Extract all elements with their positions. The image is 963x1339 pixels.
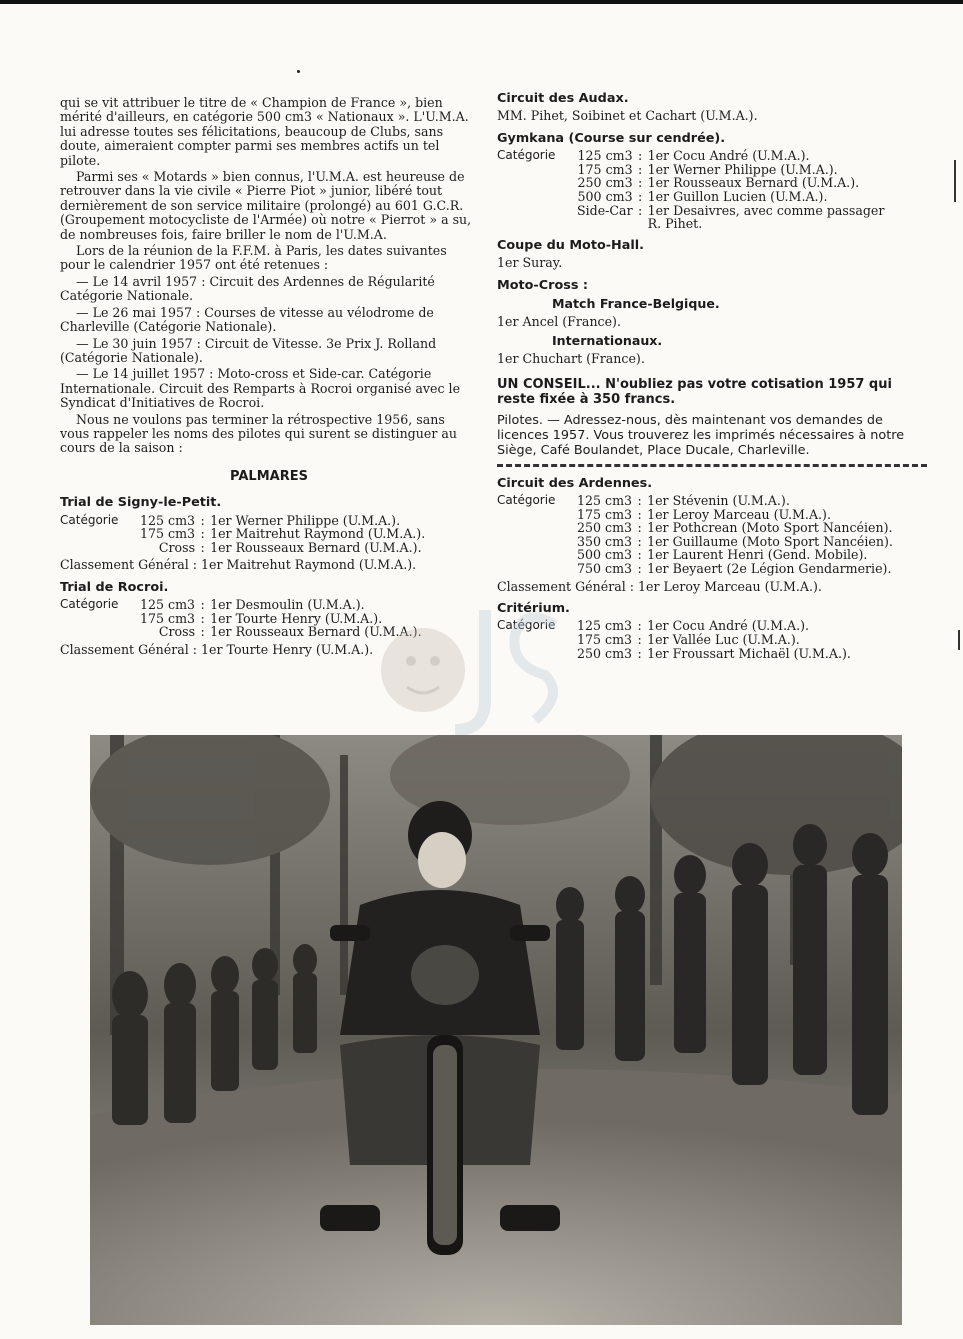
winner-name: Guillon Lucien (U.M.A.).: [673, 189, 828, 204]
palmares-heading: PALMARES: [230, 468, 308, 484]
winner-cell: [647, 535, 896, 549]
paragraph: qui se vit attribuer le titre de « Champion de France », bien mérité d'ailleurs, en catégorie 500 cm3 « Nationaux ». L'U.M.A. lui adresse toutes ses félicitations, beaucoup de Clubs, sans doute, aimeraient compter parmi ses membres actifs un tel pilote.: [60, 95, 469, 168]
category-label: [497, 190, 577, 204]
separator: :: [200, 624, 205, 640]
table-row: [497, 190, 887, 204]
ink-dot: [297, 70, 300, 73]
class-cell: 500 cm3: [577, 547, 633, 563]
winner-name: Desaivres, avec comme passager: [673, 202, 885, 218]
results-table-gymkana: [497, 149, 887, 231]
rank: 1er: [497, 255, 519, 271]
rank: 1er: [210, 539, 232, 555]
subtitle-match: Match France-Belgique.: [552, 296, 720, 311]
table-row: [497, 163, 887, 177]
winner-name: Cocu André (U.M.A.).: [673, 148, 810, 164]
category-label: [60, 541, 140, 555]
separator: :: [637, 175, 643, 191]
separator: :: [637, 618, 642, 634]
dashed-divider: [497, 464, 927, 469]
table-row: [60, 598, 425, 612]
table-row: [497, 508, 896, 522]
winner-cell: [210, 541, 428, 555]
section-title-trial-rocroi: Trial de Rocroi.: [60, 579, 169, 595]
rank: 1er: [647, 632, 669, 647]
rank: 1er: [647, 161, 670, 177]
section-title-moto-cross: Moto-Cross :: [497, 277, 589, 293]
winner-cell: [647, 508, 896, 522]
winner-name: Werner Philippe (U.M.A.).: [235, 512, 401, 528]
class-cell: 500 cm3: [577, 189, 633, 204]
table-row: [497, 149, 887, 163]
class-cell: 125 cm3: [577, 493, 633, 509]
winner-cell: [647, 521, 896, 535]
rank: 1er: [210, 597, 232, 613]
rank: 1er: [647, 645, 669, 661]
separator: :: [637, 632, 642, 647]
section-title-trial-signy: Trial de Signy-le-Petit.: [60, 495, 222, 511]
class-cell: 250 cm3: [577, 175, 633, 191]
category-label: [497, 548, 577, 562]
winner-cell: [648, 176, 888, 190]
rank: 1er: [210, 610, 232, 626]
class-cell: 250 cm3: [577, 645, 633, 661]
category-label: [60, 527, 140, 541]
winner-cell: [648, 190, 888, 204]
category-label: [497, 535, 577, 549]
top-rule: [0, 0, 963, 4]
winner-name: Beyaert (2e Légion Gendarmerie).: [672, 561, 892, 576]
separator: :: [200, 526, 205, 542]
rank: 1er: [647, 506, 669, 522]
winner-cell: [647, 562, 896, 576]
category-label: [497, 508, 577, 522]
table-row: [60, 612, 425, 626]
rank: 1er: [210, 624, 232, 640]
class-cell: 750 cm3: [577, 561, 633, 576]
separator: :: [637, 533, 642, 549]
rank: 1er: [497, 314, 519, 330]
winner-name: Ancel (France).: [522, 314, 621, 330]
rank: 1er: [647, 561, 669, 576]
margin-tick: [954, 160, 956, 202]
general-ranking: [497, 580, 927, 594]
table-row: [497, 521, 896, 535]
table-row: [497, 548, 896, 562]
left-column: [60, 96, 478, 659]
separator: :: [637, 520, 642, 536]
section-title-moto-hall: Coupe du Moto-Hall.: [497, 237, 645, 253]
table-row: [497, 204, 887, 218]
winner-name: Rousseaux Bernard (U.M.A.).: [235, 539, 422, 555]
results-table-trial-rocroi: [60, 598, 425, 639]
class-cell: Cross: [158, 539, 196, 555]
separator: :: [637, 645, 642, 661]
results-table-ardennes: [497, 494, 896, 576]
category-label: [497, 176, 577, 190]
winner-cell: [647, 494, 896, 508]
separator: :: [637, 493, 642, 509]
winner-cell: [648, 204, 888, 218]
winner-name: Tourte Henry (U.M.A.).: [226, 641, 374, 657]
class-cell: 175 cm3: [140, 526, 196, 542]
general-label: Classement Général :: [60, 557, 198, 573]
winner-cell: [210, 527, 428, 541]
internationaux-result: [497, 352, 927, 366]
winner-name: Werner Philippe (U.M.A.).: [673, 161, 838, 177]
section-title-audax: Circuit des Audax.: [497, 91, 629, 106]
match-result: [497, 315, 927, 329]
paragraph: — Le 14 juillet 1957 : Moto-cross et Side-car. Catégorie Internationale. Circuit des Remparts à Rocroi organisé avec le Syndicat d'Initiatives de Rocroi.: [60, 366, 461, 411]
separator: :: [637, 561, 642, 576]
category-label: [497, 562, 577, 576]
winner-cell: [648, 163, 888, 177]
winner-cell: [647, 619, 854, 633]
separator: :: [200, 597, 205, 613]
winner-cell: [648, 149, 888, 163]
rank: 1er: [638, 578, 660, 594]
rank: 1er: [647, 533, 669, 549]
table-row: [497, 562, 896, 576]
winner-name: Maitrehut Raymond (U.M.A.).: [226, 557, 417, 573]
class-cell: Side-Car: [577, 202, 633, 218]
winner-name: Vallée Luc (U.M.A.).: [672, 632, 800, 647]
table-row: [60, 514, 428, 528]
table-row: [497, 176, 887, 190]
table-row: [497, 494, 896, 508]
class-cell: 175 cm3: [577, 161, 633, 177]
table-row: [60, 541, 428, 555]
rank: 1er: [210, 526, 232, 542]
paragraph: Parmi ses « Motards » bien connus, l'U.M.A. est heureuse de retrouver dans la vie civile « Pierre Piot » junior, libéré tout dernièrement de son service militaire (prolongé) au 601 G.C.R. (Groupement motocycliste de l'Armée) où notre « Pierrot » a su, de nombreuses fois, faire briller le nom de l'U.M.A.: [60, 169, 472, 242]
rank: 1er: [647, 189, 670, 204]
class-cell: 175 cm3: [577, 506, 633, 522]
moto-hall-result: [497, 256, 927, 270]
separator: :: [637, 202, 643, 218]
separator: :: [200, 610, 205, 626]
separator: :: [637, 161, 643, 177]
class-cell: 125 cm3: [140, 512, 196, 528]
motocross-photo: [90, 735, 902, 1325]
rank: 1er: [497, 351, 519, 367]
winner-name: Rousseaux Bernard (U.M.A.).: [673, 175, 860, 191]
class-cell: 125 cm3: [577, 148, 633, 164]
rank: 1er: [647, 520, 669, 536]
class-cell: 175 cm3: [140, 610, 196, 626]
subtitle-internationaux: Internationaux.: [552, 332, 663, 348]
section-title-criterium: Critérium.: [497, 601, 570, 616]
paragraph: — Le 14 avril 1957 : Circuit des Ardennes de Régularité Catégorie Nationale.: [60, 273, 435, 304]
class-cell: 175 cm3: [577, 632, 633, 647]
winner-cell: [210, 514, 428, 528]
class-cell: 125 cm3: [577, 618, 633, 634]
watermark-logo: [375, 595, 565, 745]
table-row: [60, 527, 428, 541]
section-title-ardennes: Circuit des Ardennes.: [497, 475, 653, 491]
paragraph: Lors de la réunion de la F.F.M. à Paris, les dates suivantes pour le calendrier 1957 ont été retenues :: [60, 243, 447, 273]
right-column: [497, 92, 927, 664]
results-table-trial-signy: [60, 514, 428, 555]
conseil-notice: UN CONSEIL... N'oubliez pas votre cotisation 1957 qui reste fixée à 350 francs.: [497, 376, 892, 407]
separator: :: [637, 189, 643, 204]
winner-name: Suray.: [522, 255, 563, 271]
winner-name: Laurent Henri (Gend. Mobile).: [672, 547, 868, 563]
pilotes-notice: Pilotes. — Adressez-nous, dès maintenant vos demandes de licences 1957. Vous trouverez les imprimés nécessaires à notre Siège, Café Boulandet, Place Ducale, Charleville.: [497, 412, 905, 458]
category-label: [497, 521, 577, 535]
table-row: [60, 625, 425, 639]
winner-name: Tourte Henry (U.M.A.).: [235, 610, 383, 626]
separator: :: [200, 512, 205, 528]
winner-name: Stévenin (U.M.A.).: [672, 493, 790, 509]
class-cell: 125 cm3: [140, 597, 196, 613]
winner-name: Desmoulin (U.M.A.).: [235, 597, 365, 613]
winner-cell: [647, 633, 854, 647]
separator: :: [200, 539, 205, 555]
audax-text: MM. Pihet, Soibinet et Cachart (U.M.A.).: [497, 108, 758, 124]
rank: 1er: [647, 618, 669, 634]
category-label: [497, 163, 577, 177]
winner-name: Leroy Marceau (U.M.A.).: [672, 506, 831, 522]
margin-tick: [958, 630, 960, 650]
paragraph: — Le 26 mai 1957 : Courses de vitesse au vélodrome de Charleville (Catégorie Nationale).: [60, 304, 434, 335]
separator: :: [637, 547, 642, 563]
class-cell: 250 cm3: [577, 520, 633, 536]
winner-name: Guillaume (Moto Sport Nancéien).: [672, 533, 893, 549]
rank: 1er: [201, 557, 223, 573]
category-label: Catégorie: [497, 148, 556, 163]
general-label: Classement Général :: [497, 578, 635, 594]
paragraph: Nous ne voulons pas terminer la rétrospective 1956, sans vous rappeler les noms des pilotes qui surent se distinguer au cours de la saison :: [60, 411, 457, 456]
winner-name: Cocu André (U.M.A.).: [672, 618, 809, 634]
category-label: Catégorie: [497, 618, 556, 633]
winner-name: Pothcrean (Moto Sport Nancéien).: [672, 520, 893, 536]
separator: :: [637, 148, 643, 164]
rank: 1er: [201, 641, 223, 657]
category-label: [60, 612, 140, 626]
passenger-name: R. Pihet.: [647, 216, 703, 232]
general-label: Classement Général :: [60, 641, 198, 657]
section-title-gymkana: Gymkana (Course sur cendrée).: [497, 130, 726, 146]
rank: 1er: [647, 493, 669, 509]
winner-cell: [647, 548, 896, 562]
category-label: [497, 204, 577, 218]
separator: :: [637, 506, 642, 522]
general-ranking: [60, 558, 478, 572]
category-label: Catégorie: [60, 512, 119, 527]
winner-cell: [647, 647, 854, 661]
rank: 1er: [210, 512, 232, 528]
winner-name: Rousseaux Bernard (U.M.A.).: [235, 624, 422, 640]
rank: 1er: [647, 202, 670, 218]
category-label: [60, 625, 140, 639]
winner-name: Leroy Marceau (U.M.A.).: [663, 578, 822, 594]
class-cell: 350 cm3: [577, 533, 633, 549]
winner-name: Froussart Michaël (U.M.A.).: [672, 645, 851, 661]
rank: 1er: [647, 148, 670, 164]
class-cell: Cross: [158, 624, 196, 640]
winner-name: Maitrehut Raymond (U.M.A.).: [235, 526, 426, 542]
winner-name: Chuchart (France).: [522, 351, 645, 367]
category-label: Catégorie: [497, 493, 556, 508]
rank: 1er: [647, 547, 669, 563]
table-row: [497, 217, 887, 231]
rank: 1er: [647, 175, 670, 191]
category-label: Catégorie: [60, 597, 119, 612]
table-row: [497, 535, 896, 549]
paragraph: — Le 30 juin 1957 : Circuit de Vitesse. 3e Prix J. Rolland (Catégorie Nationale).: [60, 335, 437, 365]
